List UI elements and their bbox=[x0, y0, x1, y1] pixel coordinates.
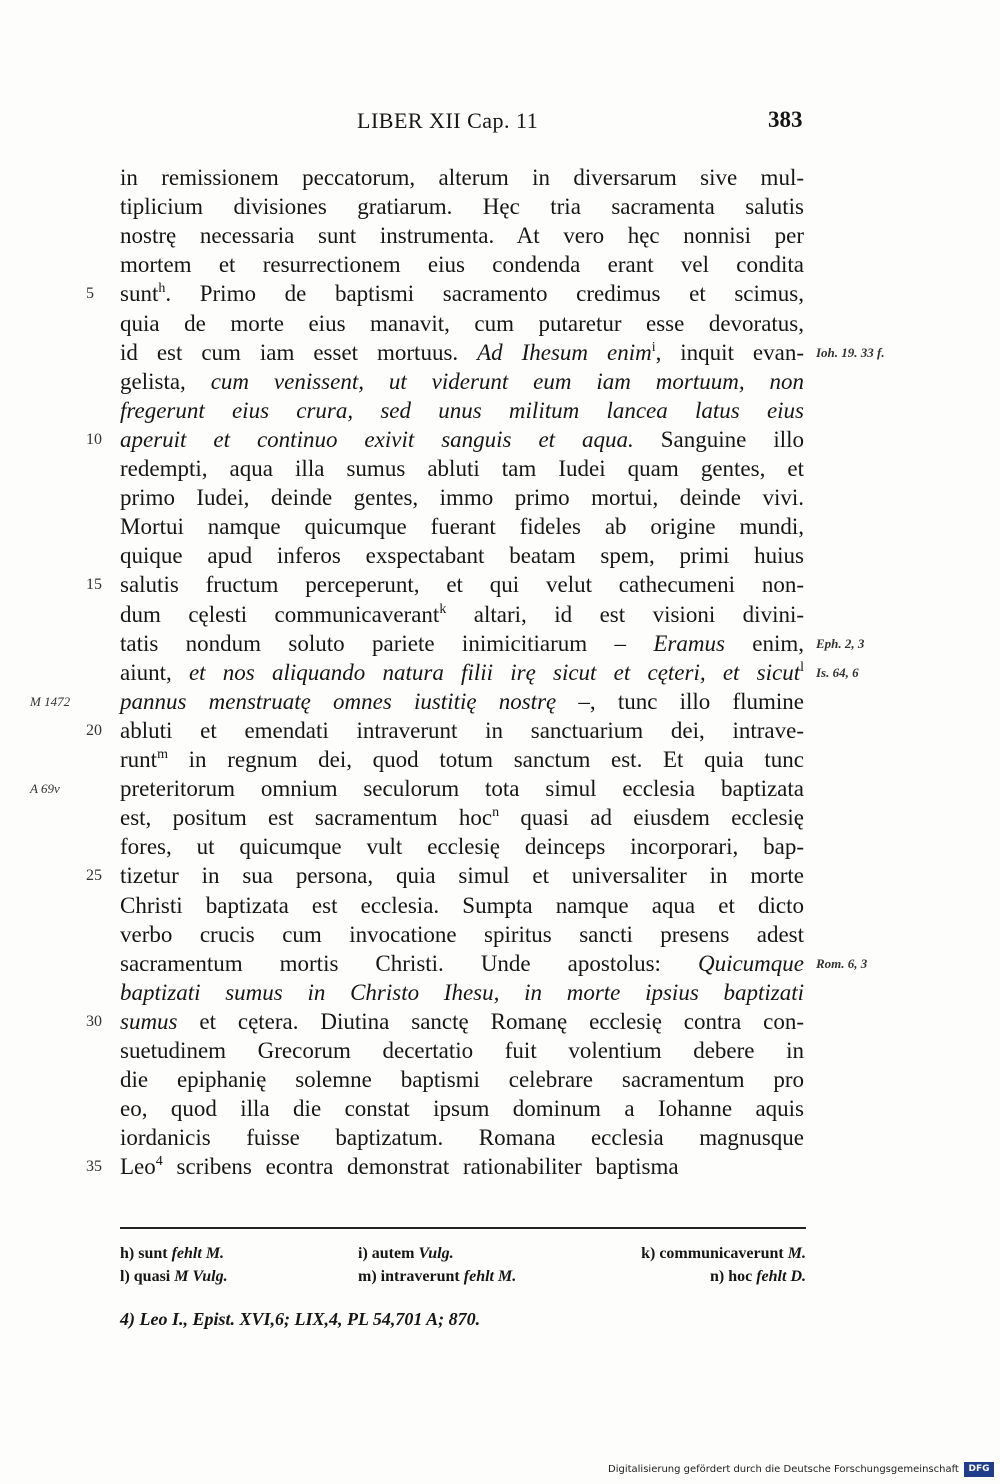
line-number: 20 bbox=[86, 722, 102, 739]
line-text: sunt bbox=[120, 281, 159, 306]
text-line bbox=[120, 309, 804, 339]
text-line bbox=[120, 367, 804, 397]
line-text: runt bbox=[120, 747, 158, 772]
text-line bbox=[120, 949, 804, 979]
line-text: tiplicium divisiones gratiarum. Hęc tria sacramenta salutis bbox=[120, 194, 804, 219]
quotation-text: Eramus bbox=[653, 631, 725, 656]
line-text: verbo crucis cum invocatione spiritus sancti presens adest bbox=[120, 922, 804, 947]
apparatus-mark: h) bbox=[120, 1245, 135, 1262]
quotation-text: sumus bbox=[120, 1009, 178, 1034]
line-text: Sanguine illo bbox=[633, 427, 804, 452]
apparatus-note bbox=[641, 1243, 806, 1265]
manuscript-folio-reference: M 1472 bbox=[30, 694, 71, 709]
footnote-marker: l bbox=[800, 660, 804, 675]
text-line bbox=[120, 483, 804, 513]
quotation-text: pannus menstruatę omnes iustitię nostrę bbox=[120, 689, 557, 714]
source-note-mark: 4) bbox=[120, 1309, 135, 1329]
footnote-marker: n bbox=[492, 805, 500, 820]
footnote-marker: 4 bbox=[155, 1154, 163, 1169]
line-text: tatis nondum soluto pariete inimicitiarum – bbox=[120, 631, 654, 656]
text-line bbox=[120, 832, 804, 862]
line-number: 30 bbox=[86, 1013, 102, 1030]
apparatus-lemma: autem bbox=[371, 1245, 415, 1262]
text-line bbox=[120, 1036, 804, 1066]
scripture-reference: Eph. 2, 3 bbox=[816, 636, 865, 651]
scripture-reference: Rom. 6, 3 bbox=[816, 956, 868, 971]
text-line bbox=[120, 1007, 804, 1037]
line-text: id est cum iam esset mortuus. bbox=[120, 340, 478, 365]
text-line bbox=[120, 192, 804, 222]
apparatus-note bbox=[358, 1243, 454, 1265]
text-line bbox=[120, 396, 804, 426]
text-line bbox=[120, 920, 804, 950]
apparatus-siglum: fehlt M. bbox=[463, 1268, 517, 1285]
line-text: tizetur in sua persona, quia simul et universaliter in morte bbox=[120, 863, 804, 888]
apparatus-siglum: Vulg. bbox=[418, 1245, 454, 1262]
quotation-text: Quicumque bbox=[697, 951, 804, 976]
line-text: redempti, aqua illa sumus abluti tam Iudei quam gentes, et bbox=[120, 456, 804, 481]
running-title: LIBER XII Cap. 11 bbox=[357, 108, 539, 133]
line-text: in regnum dei, quod totum sanctum est. Et quia tunc bbox=[167, 747, 804, 772]
apparatus-lemma: sunt bbox=[138, 1245, 168, 1262]
line-text: preteritorum omnium seculorum tota simul ecclesia baptizata bbox=[120, 776, 804, 801]
line-number: 15 bbox=[86, 576, 102, 593]
line-text: enim, bbox=[724, 631, 804, 656]
apparatus-lemma: communicaverunt bbox=[659, 1245, 784, 1262]
line-text: quique apud inferos exspectabant beatam spem, primi huius bbox=[120, 543, 804, 568]
line-number: 5 bbox=[86, 285, 94, 302]
text-line bbox=[120, 250, 804, 280]
apparatus-note bbox=[120, 1266, 228, 1288]
quotation-text: baptizati sumus in Christo Ihesu, in morte ipsius baptizati bbox=[120, 980, 804, 1005]
text-line bbox=[120, 338, 804, 368]
manuscript-folio-reference: A 69v bbox=[30, 781, 60, 796]
line-text: salutis fructum perceperunt, et qui velut cathecumeni non- bbox=[120, 572, 804, 597]
footnote-marker: m bbox=[157, 747, 168, 762]
apparatus-siglum: fehlt D. bbox=[756, 1268, 806, 1285]
text-line bbox=[120, 774, 804, 804]
line-text: gelista, bbox=[120, 369, 211, 394]
footnote-rule bbox=[120, 1227, 806, 1229]
line-text: nostrę necessaria sunt instrumenta. At vero hęc nonnisi per bbox=[120, 223, 804, 248]
line-text: quasi ad eiusdem ecclesię bbox=[499, 805, 804, 830]
apparatus-note bbox=[358, 1266, 516, 1288]
text-line bbox=[120, 687, 804, 717]
text-line bbox=[120, 658, 804, 688]
page-number: 383 bbox=[768, 107, 803, 132]
line-text: sacramentum mortis Christi. Unde apostolus: bbox=[120, 951, 698, 976]
footnote-marker: i bbox=[651, 340, 656, 355]
text-line bbox=[120, 861, 804, 891]
line-text: die epiphanię solemne baptismi celebrare sacramentum pro bbox=[120, 1067, 804, 1092]
line-number: 25 bbox=[86, 867, 102, 884]
text-line bbox=[120, 570, 804, 600]
apparatus-lemma: intraverunt bbox=[380, 1268, 460, 1285]
text-line bbox=[120, 512, 804, 542]
line-text: altari, id est visioni divini- bbox=[446, 602, 805, 627]
line-number: 35 bbox=[86, 1158, 102, 1175]
apparatus-mark: i) bbox=[358, 1245, 368, 1262]
source-note-text: Leo I., Epist. XVI,6; LIX,4, PL 54,701 A; 870. bbox=[139, 1309, 481, 1329]
line-text: Leo bbox=[120, 1154, 156, 1179]
text-line bbox=[120, 425, 804, 455]
text-line bbox=[120, 978, 804, 1008]
line-text: suetudinem Grecorum decertatio fuit volentium debere in bbox=[120, 1038, 804, 1063]
running-head bbox=[0, 108, 1000, 138]
text-line bbox=[120, 745, 804, 775]
line-text: primo Iudei, deinde gentes, immo primo mortui, deinde vivi. bbox=[120, 485, 804, 510]
apparatus-lemma: hoc bbox=[728, 1268, 753, 1285]
digitization-credit: Digitalisierung gefördert durch die Deutsche Forschungsgemeinschaft bbox=[608, 1464, 959, 1475]
line-text: , inquit evan- bbox=[655, 340, 804, 365]
text-line bbox=[120, 629, 804, 659]
footnote-marker: h bbox=[158, 281, 166, 296]
source-note bbox=[120, 1306, 480, 1332]
apparatus-mark: n) bbox=[709, 1268, 725, 1285]
line-text: quia de morte eius manavit, cum putaretur esse devoratus, bbox=[120, 311, 804, 336]
text-line bbox=[120, 541, 804, 571]
text-line bbox=[120, 600, 804, 630]
apparatus-lemma: quasi bbox=[133, 1268, 171, 1285]
line-text: fores, ut quicumque vult ecclesię deinceps incorporari, bap- bbox=[120, 834, 804, 859]
text-line bbox=[120, 221, 804, 251]
dfg-logo: DFG bbox=[964, 1462, 994, 1477]
apparatus-siglum: M. bbox=[787, 1245, 806, 1262]
quotation-text: cum venissent, ut viderunt eum iam mortuum, non bbox=[210, 369, 804, 394]
footnote-marker: k bbox=[439, 602, 447, 617]
line-number: 10 bbox=[86, 431, 102, 448]
text-line bbox=[120, 1094, 804, 1124]
text-line bbox=[120, 279, 804, 309]
line-text: Christi baptizata est ecclesia. Sumpta namque aqua et dicto bbox=[120, 893, 804, 918]
line-text: . Primo de baptismi sacramento credimus et scimus, bbox=[165, 281, 804, 306]
text-line bbox=[120, 1152, 804, 1182]
line-text: eo, quod illa die constat ipsum dominum a Iohanne aquis bbox=[120, 1096, 804, 1121]
line-text: in remissionem peccatorum, alterum in diversarum sive mul- bbox=[120, 165, 804, 190]
line-text: aiunt, bbox=[120, 660, 189, 685]
apparatus-siglum: fehlt M. bbox=[171, 1245, 225, 1262]
text-line bbox=[120, 716, 804, 746]
quotation-text: et nos aliquando natura filii irę sicut et cęteri, et sicut bbox=[188, 660, 801, 685]
apparatus-mark: l) bbox=[120, 1268, 130, 1285]
line-text: –, tunc illo flumine bbox=[556, 689, 804, 714]
quotation-text: aperuit et continuo exivit sanguis et aqua. bbox=[120, 427, 634, 452]
apparatus-siglum: M Vulg. bbox=[174, 1268, 228, 1285]
scripture-reference: Ioh. 19. 33 f. bbox=[816, 345, 885, 360]
line-text: dum cęlesti communicaverant bbox=[120, 602, 440, 627]
apparatus-note bbox=[710, 1266, 806, 1288]
apparatus-mark: k) bbox=[641, 1245, 656, 1262]
apparatus-note bbox=[120, 1243, 224, 1265]
line-text: est, positum est sacramentum hoc bbox=[120, 805, 493, 830]
line-text: et cętera. Diutina sanctę Romanę ecclesię contra con- bbox=[177, 1009, 804, 1034]
line-text: abluti et emendati intraverunt in sanctuarium dei, intrave- bbox=[120, 718, 804, 743]
line-text: scribens econtra demonstrat rationabiliter baptisma bbox=[162, 1154, 679, 1179]
text-line bbox=[120, 803, 804, 833]
text-line bbox=[120, 163, 804, 193]
apparatus-mark: m) bbox=[358, 1268, 377, 1285]
line-text: Mortui namque quicumque fuerant fideles ab origine mundi, bbox=[120, 514, 804, 539]
text-line bbox=[120, 454, 804, 484]
text-line bbox=[120, 891, 804, 921]
line-text: iordanicis fuisse baptizatum. Romana ecclesia magnusque bbox=[120, 1125, 804, 1150]
quotation-text: Ad Ihesum enim bbox=[477, 340, 652, 365]
quotation-text: fregerunt eius crura, sed unus militum lancea latus eius bbox=[120, 398, 804, 423]
text-line bbox=[120, 1123, 804, 1153]
text-line bbox=[120, 1065, 804, 1095]
scripture-reference: Is. 64, 6 bbox=[816, 665, 859, 680]
line-text: mortem et resurrectionem eius condenda erant vel condita bbox=[120, 252, 804, 277]
